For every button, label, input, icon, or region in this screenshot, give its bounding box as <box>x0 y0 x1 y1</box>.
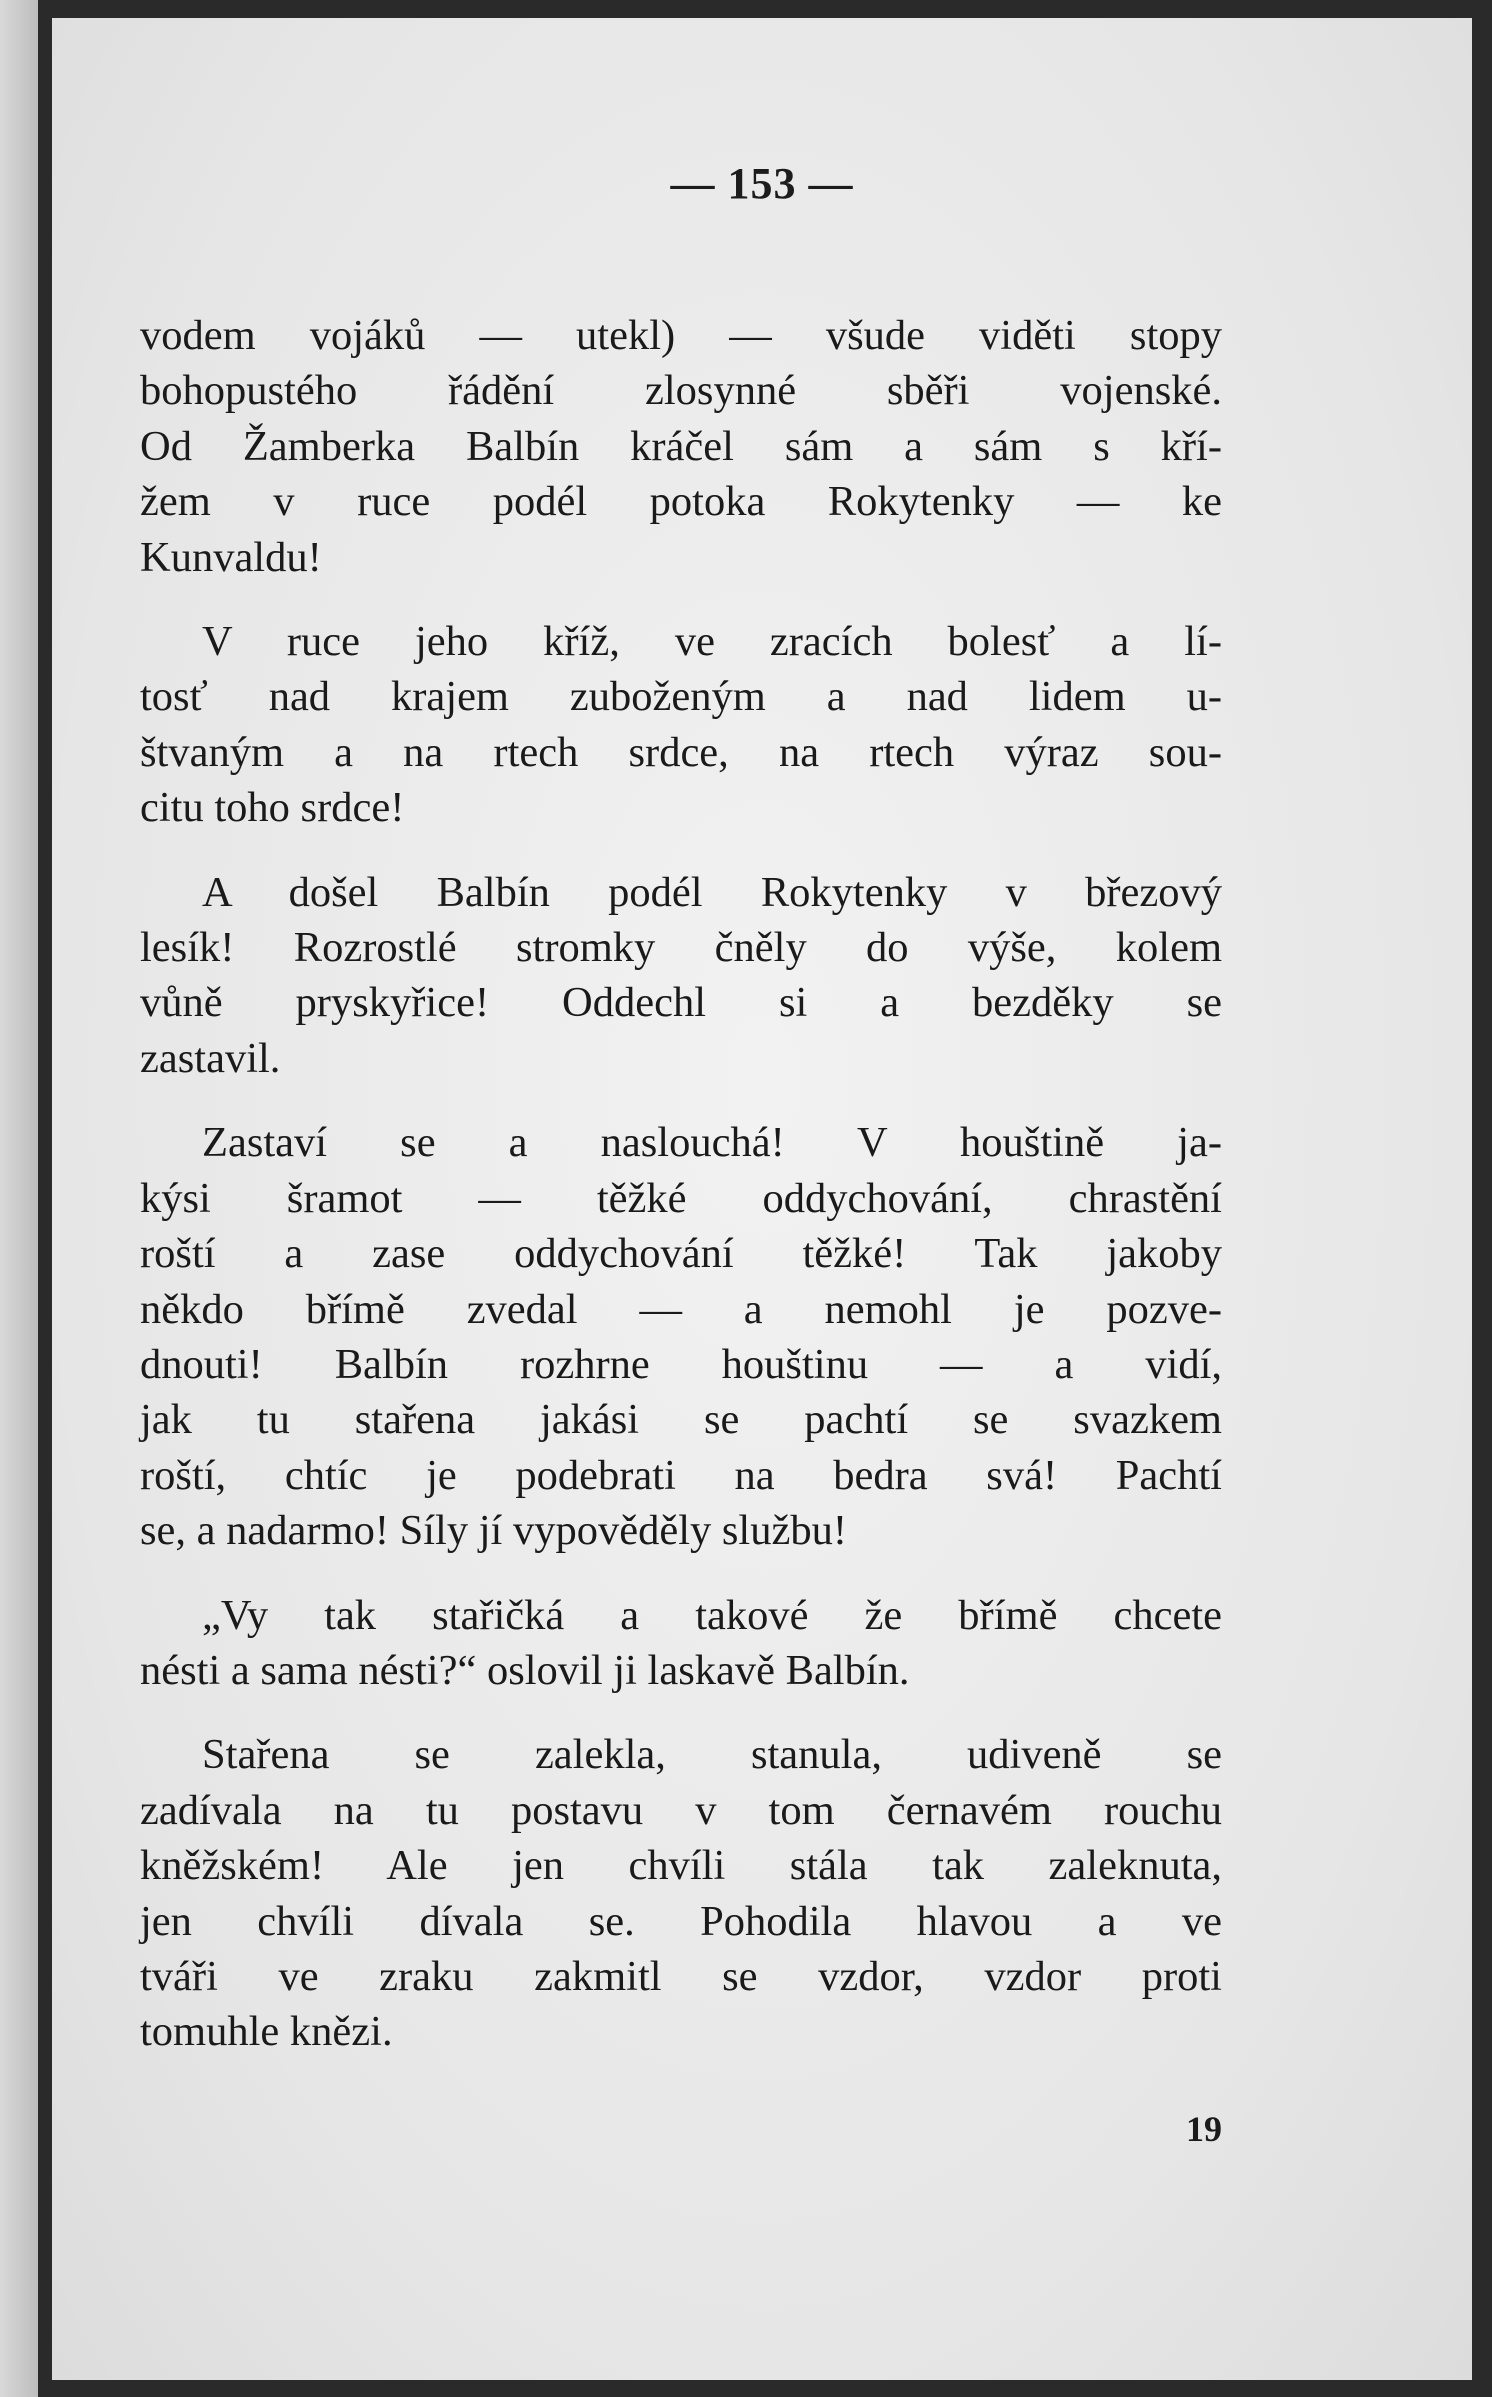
text-line: jak tu stařena jakási se pachtí se svazkem <box>140 1396 1222 1444</box>
text-line: citu toho srdce! <box>140 784 405 832</box>
text-line: Stařena se zalekla, stanula, udiveně se <box>202 1731 1222 1779</box>
page-number-header: — 153 — <box>670 159 854 208</box>
text-line: Od Žamberka Balbín kráčel sám a sám s kří- <box>140 422 1222 470</box>
paragraph-2 <box>140 614 1222 836</box>
text-line: někdo břímě zvedal — a nemohl je pozve- <box>140 1285 1222 1333</box>
text-line: roští, chtíc je podebrati na bedra svá! Pachtí <box>140 1451 1222 1499</box>
text-line: vodem vojáků — utekl) — všude viděti stopy <box>140 312 1222 359</box>
page-body-text <box>140 308 1222 2089</box>
text-line: tosť nad krajem zuboženým a nad lidem u- <box>140 673 1222 721</box>
paragraph-1 <box>140 308 1222 585</box>
text-line: nésti a sama nésti?“ oslovil ji laskavě Balbín. <box>140 1646 910 1694</box>
text-line: Zastaví se a naslouchá! V houštině ja- <box>202 1119 1222 1167</box>
text-line: zadívala na tu postavu v tom černavém rouchu <box>140 1786 1222 1834</box>
paragraph-4 <box>140 1115 1222 1558</box>
text-line: se, a nadarmo! Síly jí vypověděly službu! <box>140 1507 847 1555</box>
text-line: jen chvíli dívala se. Pohodila hlavou a ve <box>140 1897 1222 1945</box>
book-page <box>52 18 1472 2380</box>
text-line: lesík! Rozrostlé stromky čněly do výše, kolem <box>140 924 1222 972</box>
text-line: zastavil. <box>140 1034 281 1082</box>
text-line: vůně pryskyřice! Oddechl si a bezděky se <box>140 979 1222 1027</box>
paragraph-6 <box>140 1727 1222 2059</box>
text-line: žem v ruce podél potoka Rokytenky — ke <box>140 478 1222 526</box>
text-line: A došel Balbín podél Rokytenky v březový <box>202 868 1222 916</box>
text-line: kněžském! Ale jen chvíli stála tak zaleknuta, <box>140 1842 1222 1890</box>
text-line: „Vy tak stařičká a takové že břímě chcete <box>202 1591 1222 1639</box>
text-line: V ruce jeho kříž, ve zracích bolesť a lí- <box>202 618 1222 666</box>
text-line: bohopustého řádění zlosynné sběři vojenské. <box>140 367 1222 415</box>
paragraph-3 <box>140 865 1222 1087</box>
text-line: kýsi šramot — těžké oddychování, chrastění <box>140 1174 1222 1222</box>
text-line: roští a zase oddychování těžké! Tak jakoby <box>140 1230 1222 1278</box>
previous-page-edge <box>0 0 38 2397</box>
text-line: dnouti! Balbín rozhrne houštinu — a vidí, <box>140 1340 1222 1388</box>
text-line: tomuhle knězi. <box>140 2008 393 2056</box>
text-line: tváři ve zraku zakmitl se vzdor, vzdor proti <box>140 1952 1222 2000</box>
paragraph-5 <box>140 1588 1222 1699</box>
signature-mark: 19 <box>1186 2109 1222 2149</box>
text-line: Kunvaldu! <box>140 533 322 581</box>
text-line: štvaným a na rtech srdce, na rtech výraz sou- <box>140 728 1222 776</box>
